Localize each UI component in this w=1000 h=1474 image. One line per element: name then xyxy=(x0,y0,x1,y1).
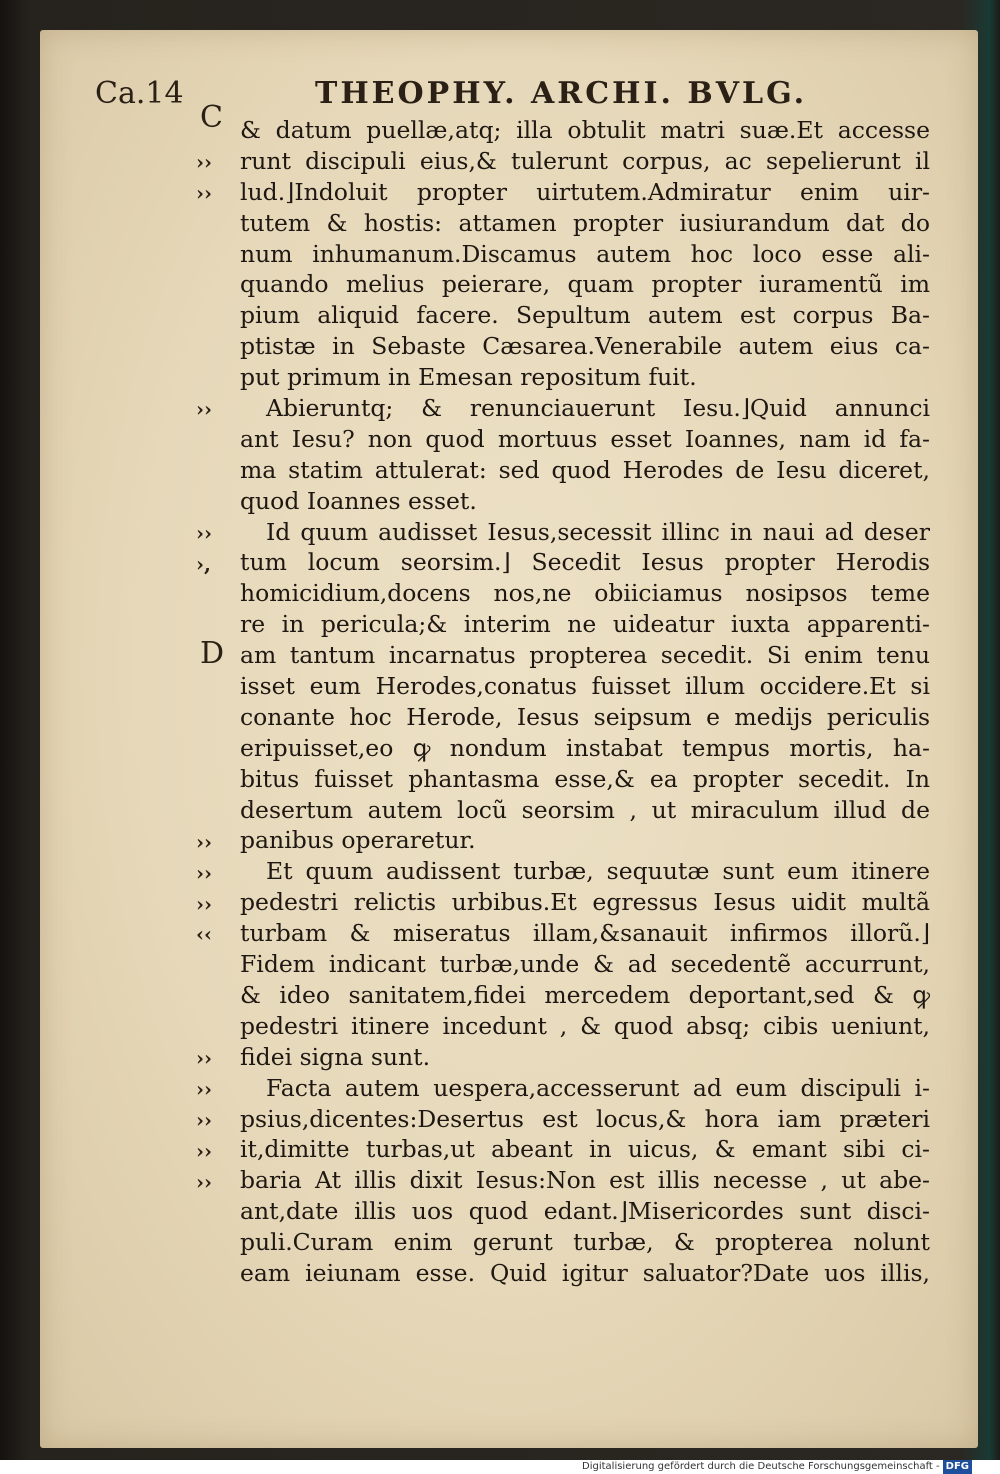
dfg-logo: DFG xyxy=(943,1460,972,1474)
marginal-mark: ›, xyxy=(196,551,211,576)
text-line: homicidium,docens nos,ne obiiciamus nosipsos teme xyxy=(240,579,930,608)
text-line: bitus fuisset phantasma esse,& ea propter secedit. In xyxy=(240,764,930,793)
text-line: lud.⌋Indoluit propter uirtutem.Admiratur enim uir- xyxy=(240,177,930,206)
text-line: runt discipuli eius,& tulerunt corpus, ac sepelierunt il xyxy=(240,146,930,175)
marginal-mark: ›› xyxy=(196,860,212,885)
marginal-mark: ›› xyxy=(196,1076,212,1101)
footer-bar xyxy=(0,1460,1000,1474)
text-line: Fidem indicant turbæ,unde & ad secedentẽ accurrunt, xyxy=(240,950,930,979)
text-line: put primum in Emesan repositum fuit. xyxy=(240,363,697,392)
marginal-mark: ‹‹ xyxy=(196,922,212,947)
text-line: ma statim attulerat: sed quod Herodes de Iesu diceret, xyxy=(240,455,930,484)
marginal-mark: ›› xyxy=(196,891,212,916)
text-line: ant,date illis uos quod edant.⌋Misericordes sunt disci- xyxy=(240,1197,930,1226)
marginal-mark: ›› xyxy=(196,180,212,205)
text-line: & datum puellæ,atq; illa obtulit matri suæ.Et accesse xyxy=(240,116,930,144)
text-line: psius,dicentes:Desertus est locus,& hora iam præteri xyxy=(240,1104,930,1133)
funding-credit xyxy=(582,1460,972,1474)
marginal-mark: ›› xyxy=(196,829,212,854)
marginal-mark: ›› xyxy=(196,397,212,422)
text-line: quando melius peierare, quam propter iuramentũ im xyxy=(240,270,930,299)
marginal-mark: ›› xyxy=(196,149,212,174)
text-line: tutem & hostis: attamen propter iusiurandum dat do xyxy=(240,208,930,237)
text-line: fidei signa sunt. xyxy=(240,1042,431,1071)
text-line: it,dimitte turbas,ut abeant in uicus, & emant sibi ci- xyxy=(240,1135,930,1164)
text-line: eripuisset,eo ꝙ nondum instabat tempus mortis, ha- xyxy=(240,733,930,762)
text-line: panibus operaretur. xyxy=(240,826,476,855)
credit-text: Digitalisierung gefördert durch die Deutsche Forschungsgemeinschaft - xyxy=(582,1461,940,1472)
text-line: turbam & miseratus illam,&sanauit infirmos illorũ.⌋ xyxy=(240,919,930,948)
text-line: Id quum audisset Iesus,secessit illinc in naui ad deser xyxy=(266,517,930,546)
marginal-mark: ›› xyxy=(196,1169,212,1194)
text-line: pium aliquid facere. Sepultum autem est corpus Ba- xyxy=(240,301,930,330)
text-line: tum locum seorsim.⌋ Secedit Iesus propter Herodis xyxy=(240,548,930,577)
text-line: am tantum incarnatus propterea secedit. Si enim tenu xyxy=(240,641,930,670)
text-line: num inhumanum.Discamus autem hoc loco esse ali- xyxy=(240,239,930,268)
text-line: baria At illis dixit Iesus:Non est illis necesse , ut abe- xyxy=(240,1166,930,1195)
text-line: isset eum Herodes,conatus fuisset illum occidere.Et si xyxy=(240,672,930,701)
marginal-mark: ›› xyxy=(196,1107,212,1132)
text-line: pedestri itinere incedunt , & quod absq; cibis ueniunt, xyxy=(240,1011,930,1040)
text-line: pedestri relictis urbibus.Et egressus Iesus uidit multã xyxy=(240,888,930,917)
text-line: ptistæ in Sebaste Cæsarea.Venerabile autem eius ca- xyxy=(240,332,930,361)
text-line: & ideo sanitatem,fidei mercedem deportant,sed & ꝙ xyxy=(240,980,930,1009)
text-line: conante hoc Herode, Iesus seipsum e medijs periculis xyxy=(240,702,930,731)
text-line: ant Iesu? non quod mortuus esset Ioannes, nam id fa- xyxy=(240,424,930,453)
margin-letter-d: D xyxy=(200,636,225,671)
text-line: eam ieiunam esse. Quid igitur saluator?Date uos illis, xyxy=(240,1258,930,1287)
running-title: THEOPHY. ARCHI. BVLG. xyxy=(315,76,808,111)
marginal-mark: ›› xyxy=(196,1138,212,1163)
text-line: re in pericula;& interim ne uideatur iuxta apparenti- xyxy=(240,610,930,639)
text-line: Abieruntq; & renunciauerunt Iesu.⌋Quid annunci xyxy=(266,394,930,423)
text-line: Et quum audissent turbæ, sequutæ sunt eum itinere xyxy=(266,857,930,886)
page-folio: Ca.14 xyxy=(95,76,184,111)
text-line: quod Ioannes esset. xyxy=(240,486,477,515)
marginal-mark: ›› xyxy=(196,520,212,545)
text-line: Facta autem uespera,accesserunt ad eum discipuli i- xyxy=(266,1073,930,1102)
text-line: desertum autem locũ seorsim , ut miraculum illud de xyxy=(240,795,930,824)
text-line: puli.Curam enim gerunt turbæ, & propterea nolunt xyxy=(240,1228,930,1257)
margin-letter-c: C xyxy=(200,100,223,135)
body-text xyxy=(240,115,930,1289)
marginal-mark: ›› xyxy=(196,1046,212,1070)
